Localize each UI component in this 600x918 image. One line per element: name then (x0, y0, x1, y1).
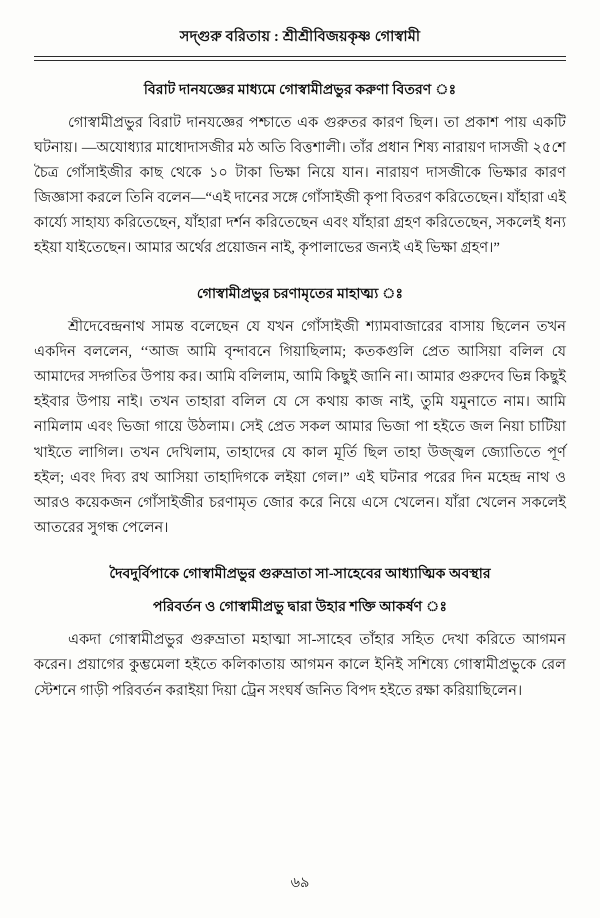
section-danayajna (34, 79, 566, 262)
header-rule-bottom (34, 60, 566, 61)
section-sa-saheb (34, 563, 566, 704)
running-head: সদ্গুরু বরিতায় : শ্রীশ্রীবিজয়কৃষ্ণ গোস্বামী (179, 29, 421, 45)
page-number: ৬৯ (290, 875, 310, 891)
section-paragraph: একদা গোস্বামীপ্রভুর গুরুভ্রাতা মহাত্মা সা-সাহেব তাঁহার সহিত দেখা করিতে আগমন করেন। প্রয়াগের কুম্ভমেলা হইতে কলিকাতায় আগমন কালে ইনিই সশিষ্যে গোস্বামীপ্রভুকে রেল স্টেশনে গাড়ী পরিবর্তন করাইয়া দিয়া ট্রেন সংঘর্ষ জনিত বিপদ হইতে রক্ষা করিয়াছিলেন। (34, 632, 566, 699)
page-content (34, 79, 566, 704)
section-paragraph: শ্রীদেবেন্দ্রনাথ সামন্ত বলেছেন যে যখন গোঁসাইজী শ্যামবাজারের বাসায় ছিলেন তখন একদিন বললেন, ‘‘আজ আমি বৃন্দাবনে গিয়াছিলাম; কতকগুলি প্রেত আসিয়া বলিল যে আমাদের সদ্গতির উপায় কর। আমি বলিলাম, আমি কিছুই জানি না। আমার গুরুদেব ভিন্ন কিছুই হইবার উপায় নাই। তখন তাহারা বলিল যে সে কথায় কাজ নাই, তুমি যমুনাতে নাম। আমি নামিলাম এবং ভিজা গায়ে উঠলাম। সেই প্রেত সকল আমার ভিজা পা হইতে জল নিয়া চাটিয়া খাইতে লাগিল। তখন দেখিলাম, তাহাদের যে কাল মূর্তি ছিল তাহা উজ্জ্বল জ্যোতিতে পূর্ণ হইল; এবং দিব্য রথ আসিয়া তাহাদিগকে লইয়া গেল।” এই ঘটনার পরের দিন মহেন্দ্র নাথ ও আরও কয়েকজন গোঁসাইজীর চরণামৃত জোর করে নিয়ে এসে খেলেন। যাঁরা খেলেন সকলেই আতরের সুগন্ধ পেলেন। (34, 319, 566, 536)
section-paragraph: গোস্বামীপ্রভুর বিরাট দানযজ্ঞের পশ্চাতে এক গুরুতর কারণ ছিল। তা প্রকাশ পায় একটি ঘটনায়। —অযোধ্যার মাধোদাসজীর মঠ অতি বিত্তশালী। তাঁর প্রধান শিষ্য নারায়ণ দাসজী ২৫শে চৈত্র গোঁসাইজীর কাছ থেকে ১০ টাকা ভিক্ষা নিয়ে যান। নারায়ণ দাসজীকে ভিক্ষার কারণ জিজ্ঞাসা করলে তিনি বলেন—“এই দানের সঙ্গে গোঁসাইজী কৃপা বিতরণ করিতেছেন। যাঁহারা এই কার্য্যে সাহায্য করিতেছেন, যাঁহারা দর্শন করিতেছেন এবং যাঁহারা গ্রহণ করিতেছেন, সকলেই ধন্য হইয়া যাইতেছেন। আমার অর্থের প্রয়োজন নাই, কৃপালাভের জন্যই এই ভিক্ষা গ্রহণ।” (34, 114, 566, 256)
section-heading: বিরাট দানযজ্ঞের মাধ্যমে গোস্বামীপ্রভুর করুণা বিতরণ ঃ (143, 81, 457, 98)
section-heading: গোস্বামীপ্রভুর চরণামৃতের মাহাত্ম্য ঃ (196, 286, 404, 303)
section-heading-line-2: পরিবর্তন ও গোস্বামীপ্রভু দ্বারা উহার শক্তি আকর্ষণ ঃ (152, 598, 448, 615)
section-heading-line-1: দৈবদুর্বিপাকে গোস্বামীপ্রভুর গুরুভ্রাতা সা-সাহেবের আধ্যাত্মিক অবস্থার (109, 565, 491, 582)
section-charanamrita (34, 283, 566, 541)
header-rule-top (34, 56, 566, 57)
